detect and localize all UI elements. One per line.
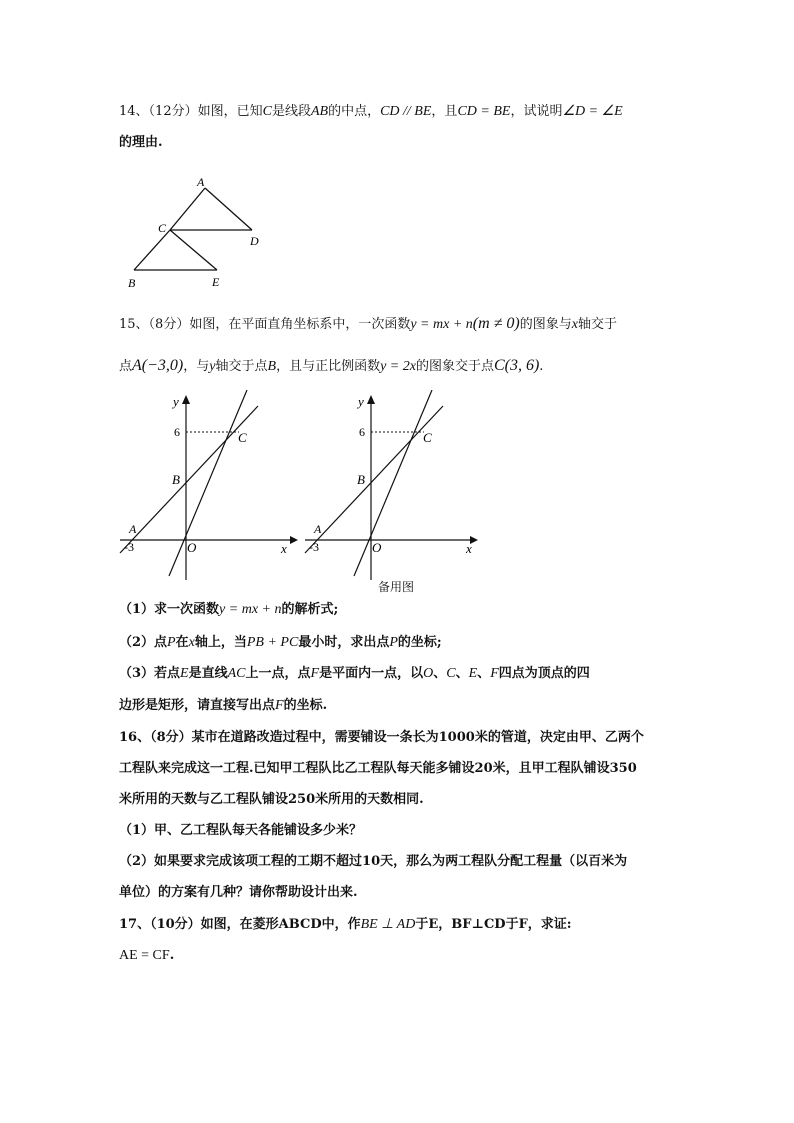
graph-right-x: x	[466, 541, 472, 556]
q16-line1: 16、（8分）某市在道路改造过程中，需要铺设一条长为1000米的管道，决定由甲、乙两个	[119, 730, 644, 745]
q14-line2: 的理由.	[119, 135, 163, 150]
graph-right-B: B	[357, 472, 365, 487]
fig14-label-E: E	[212, 275, 220, 289]
q17-line2: AE = CF.	[119, 948, 175, 963]
graph-left-6: 6	[174, 425, 180, 439]
graph-right	[300, 390, 490, 590]
q15-line2: 点A(−3,0)，与y轴交于点B，且与正比例函数y = 2x的图象交于点C(3, 6).	[119, 357, 544, 374]
graph-left-neg3: -3	[124, 540, 134, 554]
graph-right-neg3: -3	[309, 540, 319, 554]
figure-14	[120, 172, 270, 292]
q14-line1: 14、（12分）如图，已知C是线段AB的中点，CD // BE，且CD = BE，试说明∠D = ∠E	[119, 104, 623, 119]
q16-line3: 米所用的天数与乙工程队铺设250米所用的天数相同.	[119, 792, 424, 807]
graph-left-x: x	[281, 541, 287, 556]
graph-right-C: C	[423, 430, 432, 445]
q16-part1: （1）甲、乙工程队每天各能铺设多少米？	[119, 823, 363, 838]
q16-line2: 工程队来完成这一工程.已知甲工程队比乙工程队每天能多铺设20米，且甲工程队铺设350	[119, 761, 637, 776]
graph-right-O: O	[372, 540, 382, 555]
graph-right-y: y	[358, 394, 364, 409]
graph-right-A: A	[314, 522, 322, 536]
q15-part1: （1）求一次函数y = mx + n的解析式;	[119, 602, 339, 617]
q15-part2: （2）点P在x轴上，当PB + PC最小时，求出点P的坐标;	[119, 635, 442, 650]
graph-left-O: O	[187, 540, 197, 555]
spare-figure-caption: 备用图	[378, 580, 415, 594]
q16-part2-line1: （2）如果要求完成该项工程的工期不超过10天，那么为两工程队分配工程量（以百米为	[119, 854, 628, 869]
fig14-label-C: C	[158, 221, 167, 235]
q16-part2-line2: 单位）的方案有几种？请你帮助设计出来.	[119, 885, 358, 900]
graph-left	[115, 390, 305, 590]
q15-line1: 15、（8分）如图，在平面直角坐标系中，一次函数y = mx + n(m ≠ 0)的图象与x轴交于	[119, 315, 618, 332]
graph-left-A: A	[129, 522, 137, 536]
fig14-label-A: A	[197, 175, 205, 189]
graph-left-y: y	[173, 394, 179, 409]
fig14-label-D: D	[250, 234, 259, 248]
graph-left-C: C	[238, 430, 247, 445]
q15-part3-line1: （3）若点E是直线AC上一点，点F是平面内一点，以O、C、E、F四点为顶点的四	[119, 666, 590, 681]
q15-part3-line2: 边形是矩形，请直接写出点F的坐标.	[119, 698, 328, 713]
q17-line1: 17、（10分）如图，在菱形ABCD中，作BE ⊥ AD于E，BF⊥CD于F，求证:	[119, 917, 572, 932]
graph-right-6: 6	[359, 425, 365, 439]
fig14-label-B: B	[128, 276, 136, 290]
graph-left-B: B	[172, 472, 180, 487]
